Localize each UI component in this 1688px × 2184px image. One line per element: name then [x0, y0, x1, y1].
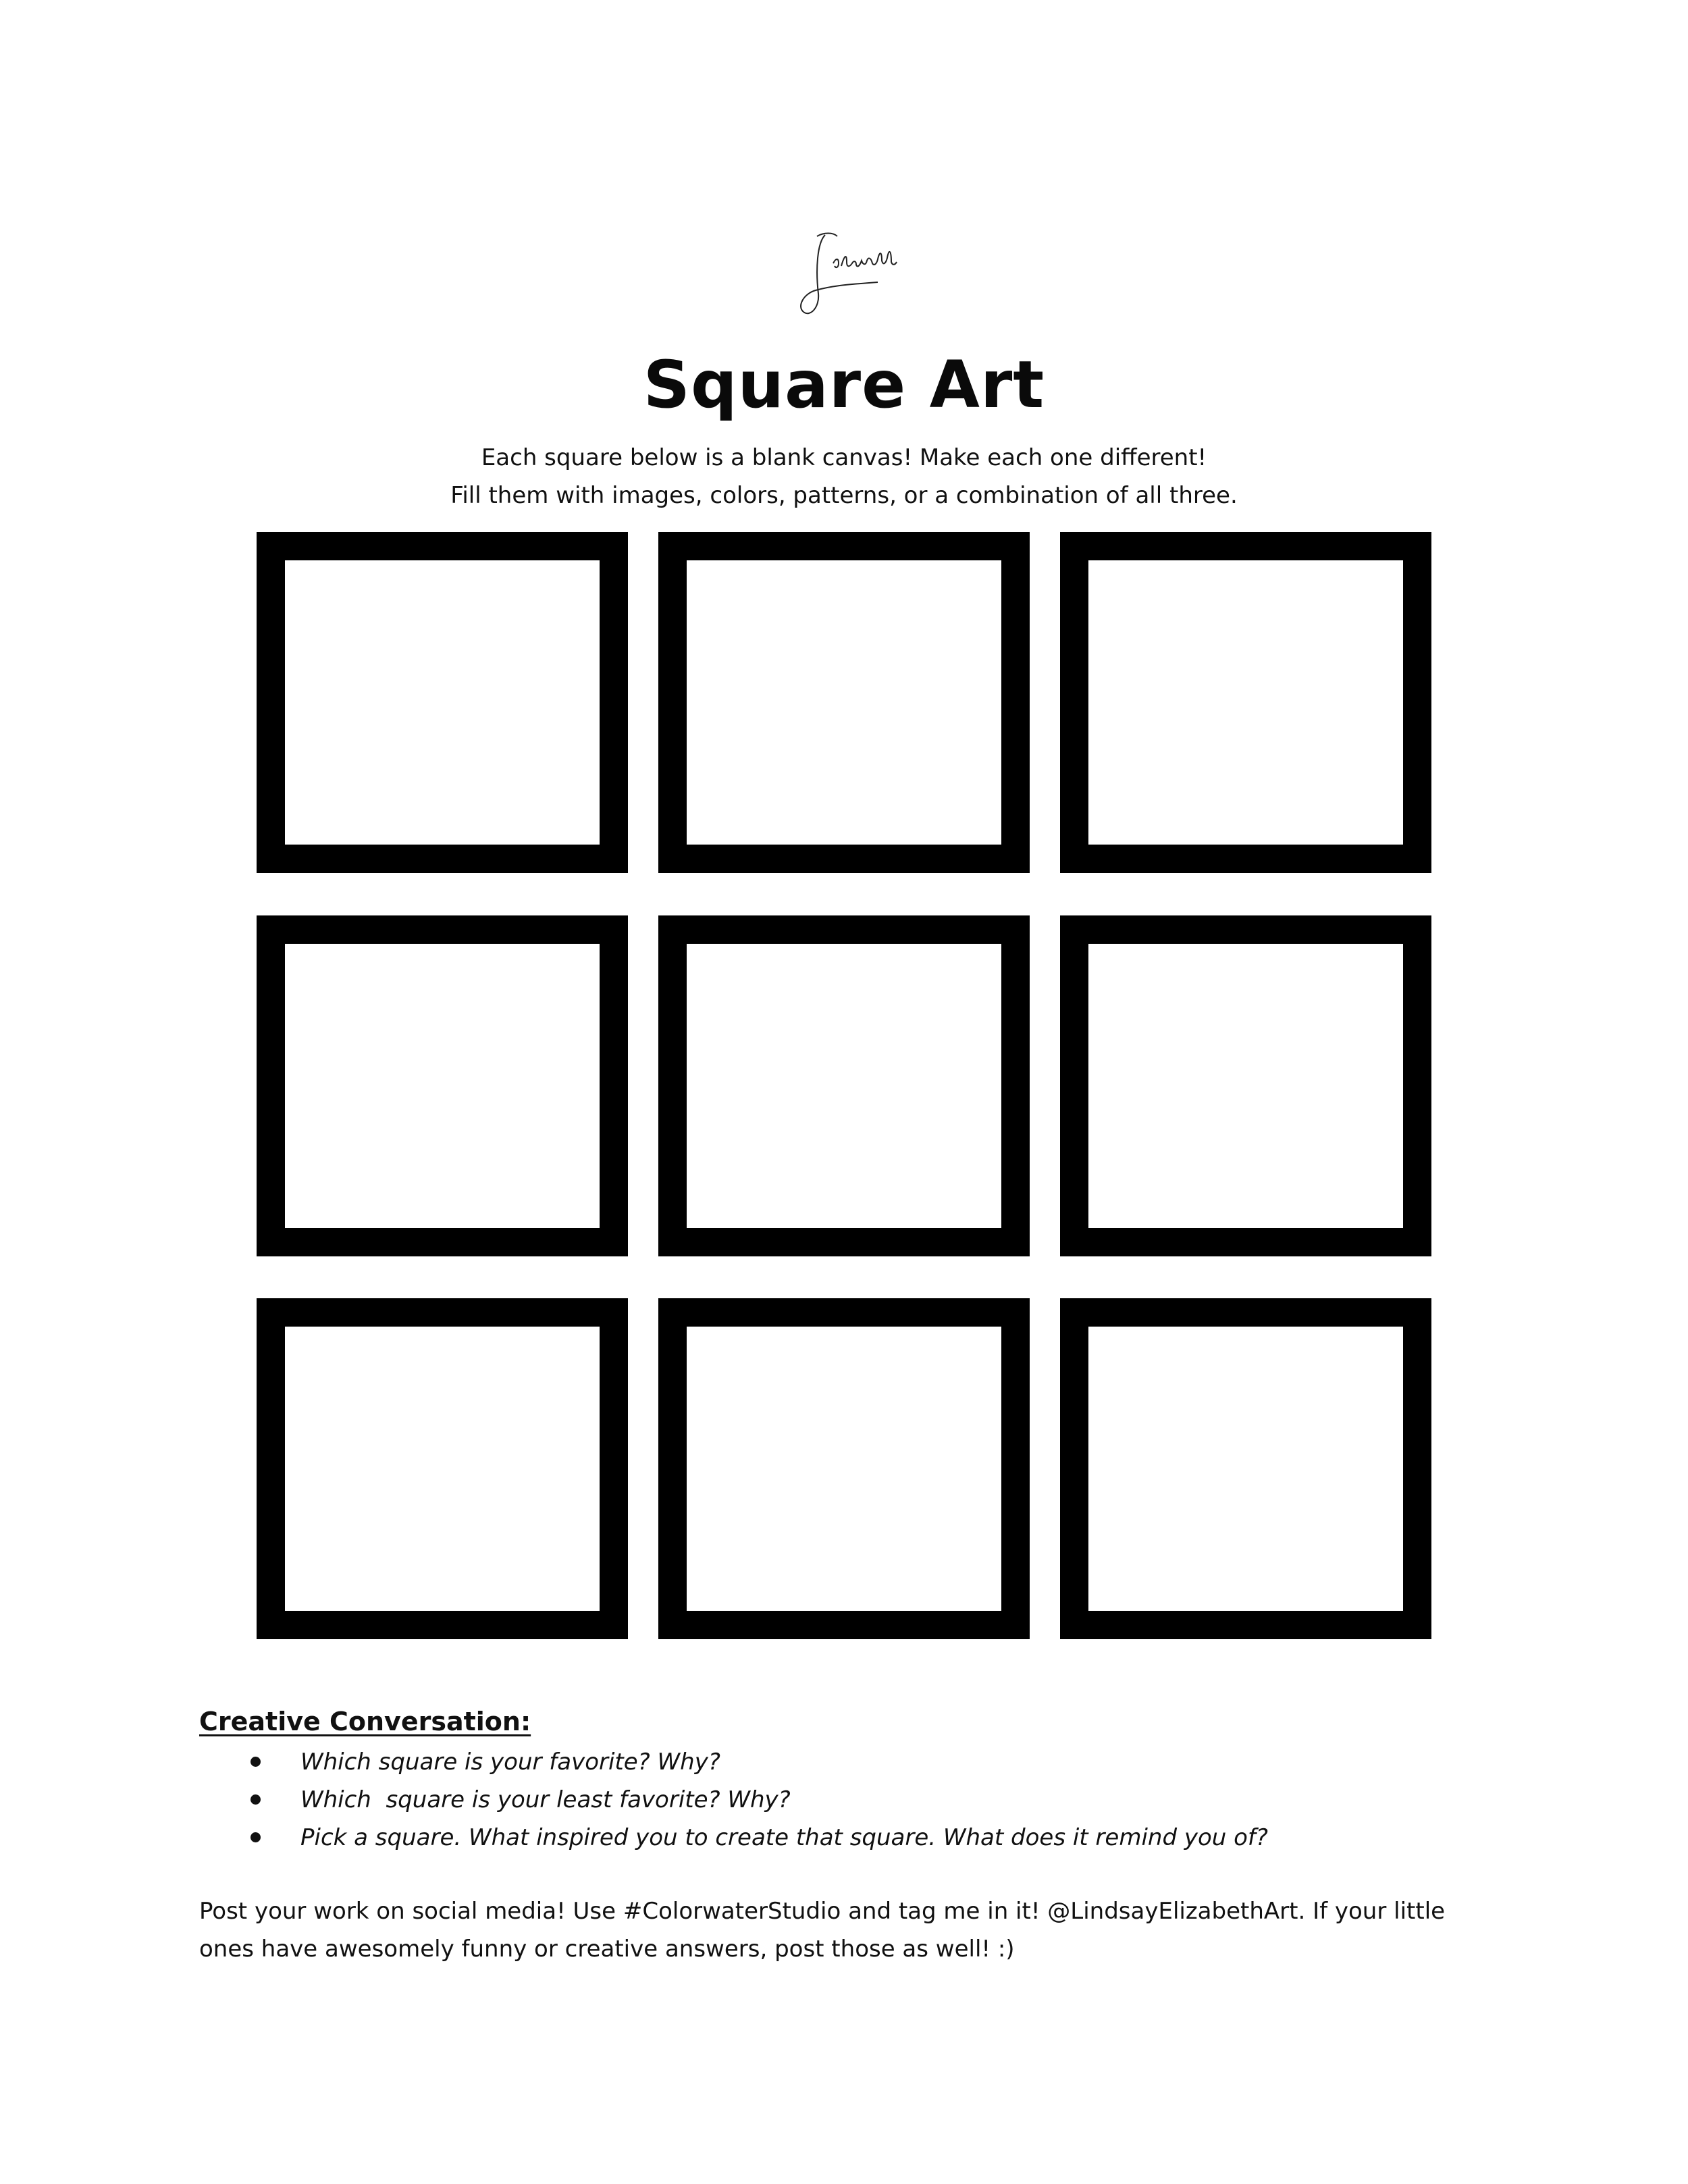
- canvas-square-7: [257, 1298, 628, 1639]
- signature-logo-icon: [776, 223, 912, 324]
- question-item: [199, 1743, 1268, 1781]
- canvas-square-8: [658, 1298, 1030, 1639]
- logo: [776, 223, 912, 324]
- page-title: Square Art: [643, 347, 1045, 423]
- question-text: Pick a square. What inspired you to create that square. What does it remind you of?: [300, 1824, 1268, 1851]
- question-text: Which square is your favorite? Why?: [300, 1749, 720, 1776]
- canvas-square-5: [658, 915, 1030, 1256]
- canvas-square-1: [257, 532, 628, 873]
- canvas-square-6: [1060, 915, 1431, 1256]
- canvas-square-9: [1060, 1298, 1431, 1639]
- question-item: [199, 1781, 1268, 1819]
- bullet-icon: [250, 1757, 261, 1767]
- bullet-icon: [250, 1794, 261, 1805]
- social-media-note: Post your work on social media! Use #ColorwaterStudio and tag me in it! @LindsayElizabethArt. If your little ones have awesomely funny or creative answers, post those as well! :): [199, 1898, 1446, 1963]
- subtitle-line-1: Each square below is a blank canvas! Make each one different!: [481, 444, 1207, 471]
- subtitle-line-2: Fill them with images, colors, patterns, or a combination of all three.: [450, 482, 1238, 509]
- canvas-grid: [257, 532, 1431, 1639]
- conversation-heading: Creative Conversation:: [199, 1707, 531, 1736]
- canvas-square-2: [658, 532, 1030, 873]
- bullet-icon: [250, 1832, 261, 1842]
- canvas-square-3: [1060, 532, 1431, 873]
- question-item: [199, 1819, 1268, 1857]
- canvas-square-4: [257, 915, 628, 1256]
- question-list: [199, 1743, 1268, 1857]
- question-text: Which square is your least favorite? Why?: [300, 1786, 791, 1813]
